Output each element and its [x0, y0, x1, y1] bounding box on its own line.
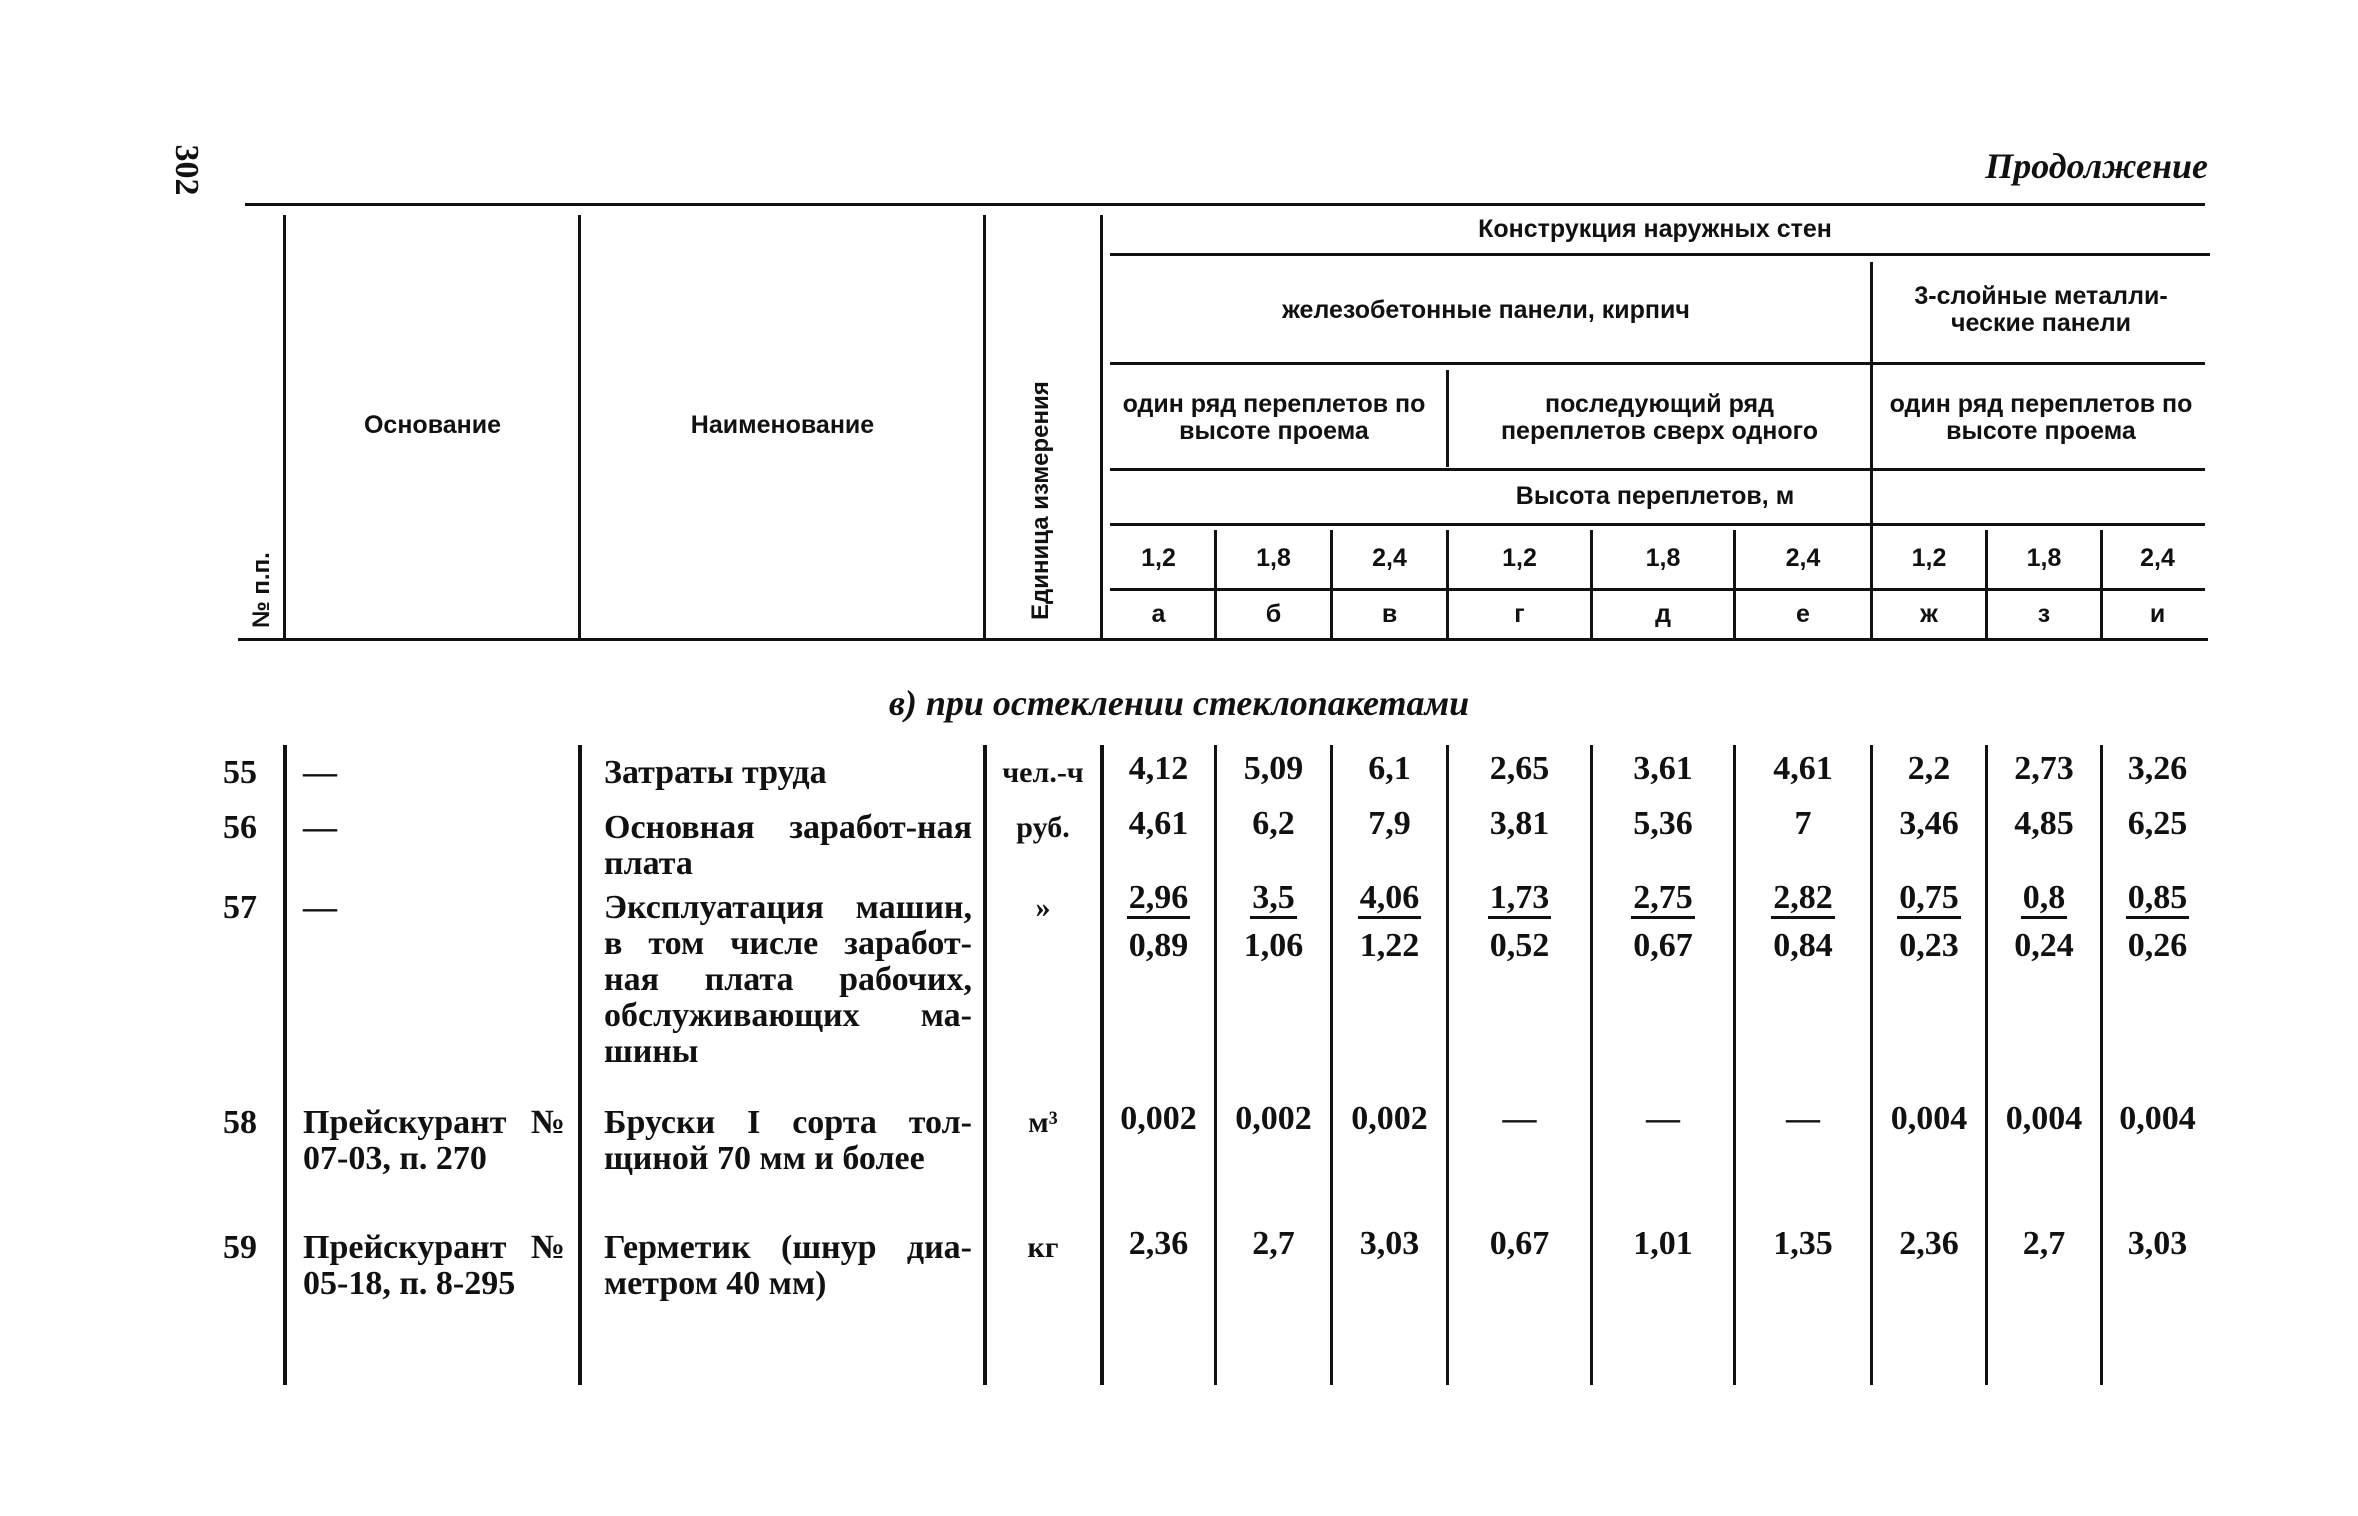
- value-cell: 2,65: [1489, 750, 1550, 787]
- value-cell: 0,004: [2119, 1100, 2196, 1137]
- header-rule: [1110, 523, 2205, 526]
- height-value: 1,2: [1502, 543, 1537, 572]
- fraction-numerator: [1988, 880, 2100, 919]
- group-title: Конструкция наружных стен: [1478, 214, 1832, 243]
- header-col-rule: [578, 215, 581, 638]
- value-cell: 4,61: [1773, 750, 1833, 787]
- fraction-numerator: [1217, 880, 1330, 919]
- row-number: 55: [223, 754, 257, 791]
- fraction-numerator-value: 4,06: [1358, 880, 1422, 919]
- value-cell: 2,7: [2022, 1225, 2066, 1262]
- row-number: 57: [223, 889, 257, 926]
- value-cell: 6,25: [2127, 805, 2188, 842]
- num-column-header: № п.п.: [248, 552, 275, 628]
- fraction-denominator: 0,52: [1489, 927, 1550, 964]
- row-number: 58: [223, 1104, 257, 1141]
- height-value: 2,4: [2140, 543, 2175, 572]
- fraction-numerator-value: 0,75: [1897, 880, 1961, 919]
- name-cell: Основная заработ-ная плата: [604, 809, 972, 882]
- basis-cell: —: [303, 754, 337, 791]
- one-row-metal-header: один ряд переплетов по высоте проема: [1889, 390, 2193, 445]
- value-cell: 3,03: [2127, 1225, 2188, 1262]
- fraction-denominator: 1,22: [1359, 927, 1420, 964]
- header-top-rule: [245, 203, 2205, 206]
- fraction-numerator-value: 0,85: [2126, 880, 2190, 919]
- fraction-denominator: 1,06: [1243, 927, 1304, 964]
- name-cell: Бруски I сорта тол-щиной 70 мм и более: [604, 1104, 972, 1177]
- fraction-numerator: [1449, 880, 1590, 919]
- body-col-rule: [578, 745, 582, 1385]
- height-title: Высота переплетов, м: [1515, 481, 1795, 510]
- concrete-panels-header: железобетонные панели, кирпич: [1282, 295, 1690, 324]
- value-cell: 4,61: [1128, 805, 1189, 842]
- value-cell: 1,35: [1773, 1225, 1833, 1262]
- height-value: 1,8: [1645, 543, 1681, 572]
- body-col-rule: [283, 745, 287, 1385]
- unit-cell: чел.-ч: [1002, 756, 1084, 789]
- column-letter: б: [1265, 599, 1282, 628]
- column-letter: е: [1796, 599, 1810, 628]
- column-letter: в: [1381, 599, 1398, 628]
- value-cell: 0,004: [2005, 1100, 2083, 1137]
- height-value: 1,8: [2026, 543, 2062, 572]
- basis-cell: Прейскурант № 07-03, п. 270: [303, 1104, 565, 1177]
- unit-column-header: Единица измерения: [1027, 381, 1054, 620]
- column-letter: а: [1151, 599, 1166, 628]
- column-letter: г: [1514, 599, 1525, 628]
- page-number: 302: [168, 144, 205, 196]
- height-value: 2,4: [1372, 543, 1407, 572]
- value-cell: 0,67: [1489, 1225, 1550, 1262]
- fraction-denominator: 0,24: [2014, 927, 2074, 964]
- name-cell: Герметик (шнур диа-метром 40 мм): [604, 1229, 972, 1302]
- fraction-numerator-value: 2,96: [1127, 880, 1191, 919]
- fraction-denominator: 0,23: [1899, 927, 1959, 964]
- value-cell: 0,002: [1351, 1100, 1428, 1137]
- value-cell: 3,26: [2127, 750, 2188, 787]
- basis-column-header: Основание: [363, 410, 502, 439]
- value-cell: 2,36: [1128, 1225, 1189, 1262]
- value-cell: 4,12: [1128, 750, 1189, 787]
- row-number: 56: [223, 809, 257, 846]
- name-cell: Затраты труда: [604, 754, 827, 791]
- one-row-concrete-header: один ряд переплетов по высоте проема: [1122, 390, 1426, 445]
- fraction-numerator-value: 2,82: [1771, 880, 1835, 919]
- header-rule: [1110, 362, 2205, 365]
- header-col-rule: [1446, 370, 1449, 467]
- value-cell: 2,7: [1252, 1225, 1295, 1262]
- fraction-numerator: [1873, 880, 1985, 919]
- fraction-numerator: [1103, 880, 1214, 919]
- value-cell: 7: [1794, 805, 1812, 842]
- value-cell: —: [1502, 1100, 1537, 1137]
- column-letter: д: [1655, 599, 1671, 628]
- height-value: 1,8: [1256, 543, 1291, 572]
- header-bottom-rule: [238, 638, 2208, 641]
- height-value: 1,2: [1141, 543, 1176, 572]
- unit-cell: м³: [1028, 1106, 1058, 1139]
- value-cell: —: [1646, 1100, 1680, 1137]
- basis-cell: —: [303, 889, 337, 926]
- column-letter: ж: [1920, 599, 1938, 628]
- unit-cell: руб.: [1016, 811, 1070, 844]
- value-cell: 3,61: [1633, 750, 1693, 787]
- value-cell: 6,2: [1252, 805, 1295, 842]
- column-letter: и: [2149, 599, 2166, 628]
- value-cell: 0,002: [1235, 1100, 1312, 1137]
- metal-panels-header: 3-слойные металли-ческие панели: [1914, 282, 2168, 337]
- fraction-denominator: 0,67: [1633, 927, 1693, 964]
- fraction-numerator-value: 2,75: [1631, 880, 1695, 919]
- header-rule: [1110, 468, 2205, 471]
- value-cell: 3,46: [1899, 805, 1959, 842]
- name-column-header: Наименование: [690, 410, 875, 439]
- value-cell: 0,002: [1120, 1100, 1197, 1137]
- value-cell: 4,85: [2014, 805, 2074, 842]
- header-col-rule: [983, 215, 986, 638]
- value-cell: 6,1: [1368, 750, 1411, 787]
- header-col-rule: [283, 215, 286, 638]
- unit-cell: кг: [1027, 1231, 1059, 1264]
- basis-cell: Прейскурант № 05-18, п. 8-295: [303, 1229, 565, 1302]
- height-value: 2,4: [1785, 543, 1821, 572]
- value-cell: 3,81: [1489, 805, 1550, 842]
- fraction-numerator-value: 3,5: [1250, 880, 1297, 919]
- value-cell: 2,73: [2014, 750, 2074, 787]
- value-cell: 2,36: [1899, 1225, 1959, 1262]
- fraction-denominator: 0,84: [1773, 927, 1833, 964]
- basis-cell: —: [303, 809, 337, 846]
- header-rule: [1110, 253, 2210, 256]
- value-cell: 5,36: [1633, 805, 1693, 842]
- section-title: в) при остеклении стеклопакетами: [888, 683, 1470, 723]
- fraction-numerator-value: 1,73: [1488, 880, 1552, 919]
- fraction-numerator: [1593, 880, 1733, 919]
- value-cell: 7,9: [1368, 805, 1411, 842]
- value-cell: 1,01: [1633, 1225, 1693, 1262]
- height-value: 1,2: [1911, 543, 1947, 572]
- fraction-denominator: 0,26: [2127, 927, 2188, 964]
- header-rule: [1110, 588, 2205, 591]
- value-cell: 3,03: [1359, 1225, 1420, 1262]
- fraction-numerator-value: 0,8: [2021, 880, 2068, 919]
- fraction-numerator: [2103, 880, 2212, 919]
- fraction-denominator: 0,89: [1128, 927, 1189, 964]
- name-cell: Эксплуатация машин, в том числе заработ-ная плата рабочих, обслуживающих ма-шины: [604, 889, 972, 1070]
- fraction-numerator: [1736, 880, 1870, 919]
- unit-cell: »: [1035, 891, 1051, 924]
- value-cell: —: [1786, 1100, 1820, 1137]
- value-cell: 0,004: [1890, 1100, 1968, 1137]
- column-letter: з: [2037, 599, 2051, 628]
- fraction-numerator: [1333, 880, 1446, 919]
- continuation-label: Продолжение: [1985, 146, 2208, 186]
- value-cell: 2,2: [1907, 750, 1951, 787]
- row-number: 59: [223, 1229, 257, 1266]
- value-cell: 5,09: [1243, 750, 1304, 787]
- next-row-header: последующий ряд переплетов сверх одного: [1500, 390, 1819, 445]
